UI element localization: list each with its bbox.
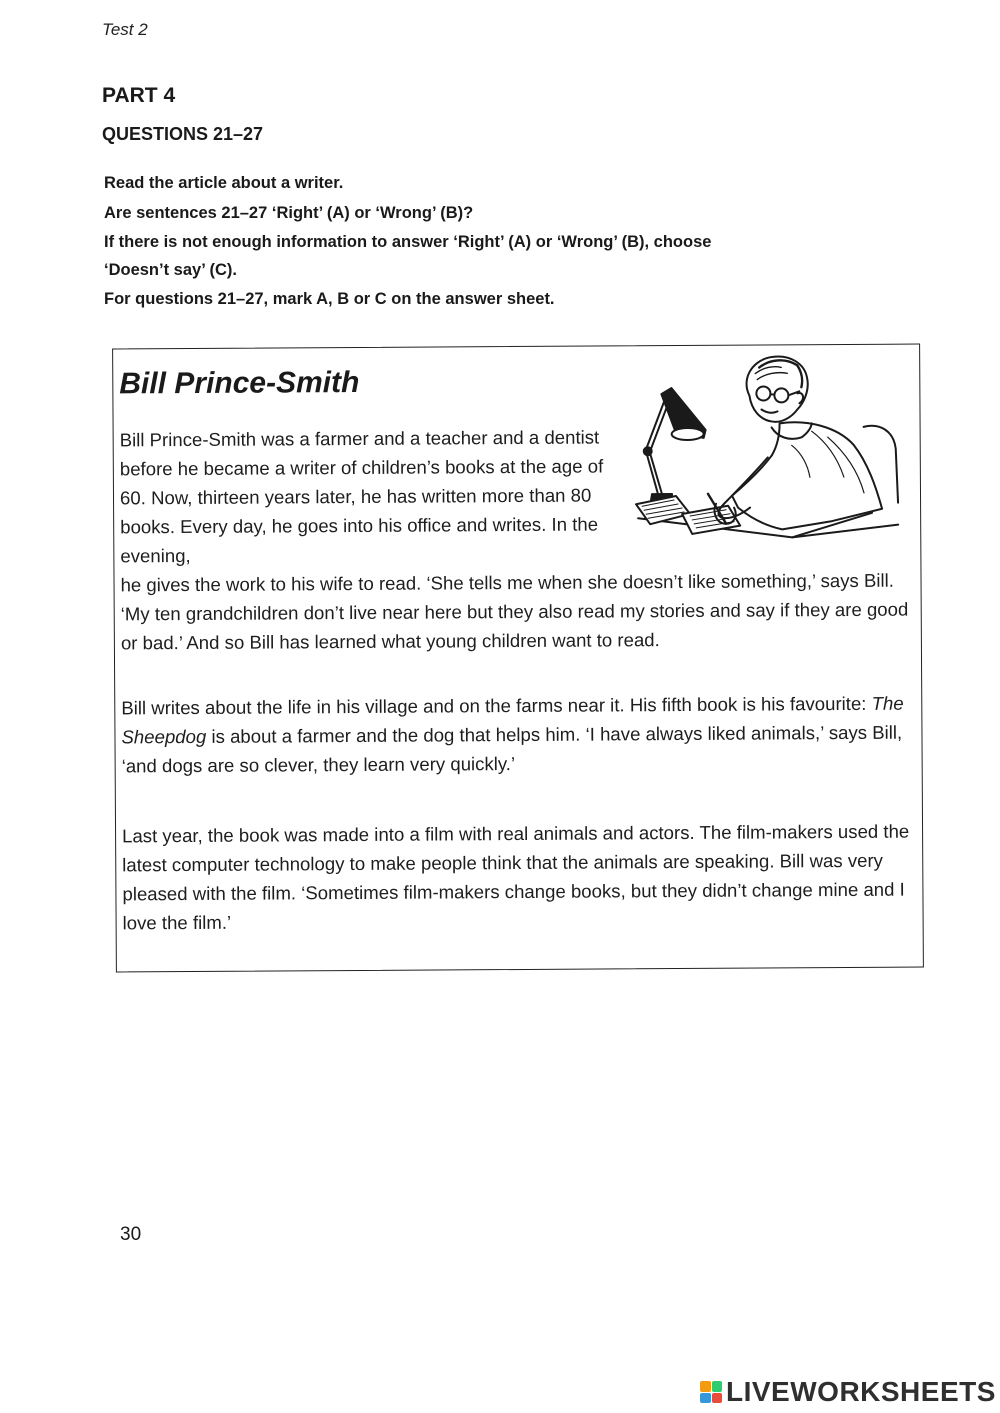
logo-square <box>712 1393 723 1404</box>
article-paragraph-1-intro: Bill Prince-Smith was a farmer and a teacher and a dentist before he became a writer of children’s books at the age of 60. Now, thirteen years later, he has written more than 80 books. Every day, he goes into his office and writes. In the evening, <box>119 426 604 567</box>
logo-square <box>712 1381 723 1392</box>
liveworksheets-logo-icon <box>700 1381 722 1403</box>
questions-title: QUESTIONS 21–27 <box>102 124 264 144</box>
article-box <box>112 344 924 973</box>
article-paragraph-1 <box>120 421 911 658</box>
instruction-line: For questions 21–27, mark A, B or C on the answer sheet. <box>104 290 555 308</box>
article-paragraph-2-end: is about a farmer and the dog that helps him. ‘I have always liked animals,’ says Bill, ‘and dogs are so clever, they learn very quickly.’ <box>121 721 903 777</box>
instruction-line: If there is not enough information to answer ‘Right’ (A) or ‘Wrong’ (B), choose <box>104 233 712 251</box>
brand-name: LIVEWORKSHEETS <box>726 1376 996 1407</box>
instructions <box>104 168 844 314</box>
liveworksheets-watermark <box>700 1376 996 1408</box>
article-paragraph-2-start: Bill writes about the life in his village and on the farms near it. His fifth book is his favourite: <box>121 692 872 719</box>
article-paragraph-2 <box>121 689 912 781</box>
test-label: Test 2 <box>102 20 148 39</box>
article-title: Bill Prince-Smith <box>119 365 360 401</box>
instruction-line: ‘Doesn’t say’ (C). <box>104 261 237 279</box>
page-number: 30 <box>120 1224 142 1245</box>
book-title: The Sheepdog <box>121 692 904 748</box>
logo-square <box>700 1393 711 1404</box>
article-paragraph-1-rest: he gives the work to his wife to read. ‘She tells me when she doesn’t like something,’ says Bill. ‘My ten grandchildren don’t live near here but they also read my stories and say if they are good or bad.’ And so Bill has learned what young children want to read. <box>120 569 909 654</box>
logo-square <box>700 1381 711 1392</box>
article-paragraph-3: Last year, the book was made into a film with real animals and actors. The film-makers used the latest computer technology to make people think that the animals are speaking. Bill was very pleased with the film. ‘Sometimes film-makers change books, but they didn’t change mine and I love the film.’ <box>122 820 910 934</box>
instruction-line: Read the article about a writer. <box>104 174 344 192</box>
part-title: PART 4 <box>102 84 176 107</box>
instruction-line: Are sentences 21–27 ‘Right’ (A) or ‘Wrong’ (B)? <box>104 204 474 222</box>
